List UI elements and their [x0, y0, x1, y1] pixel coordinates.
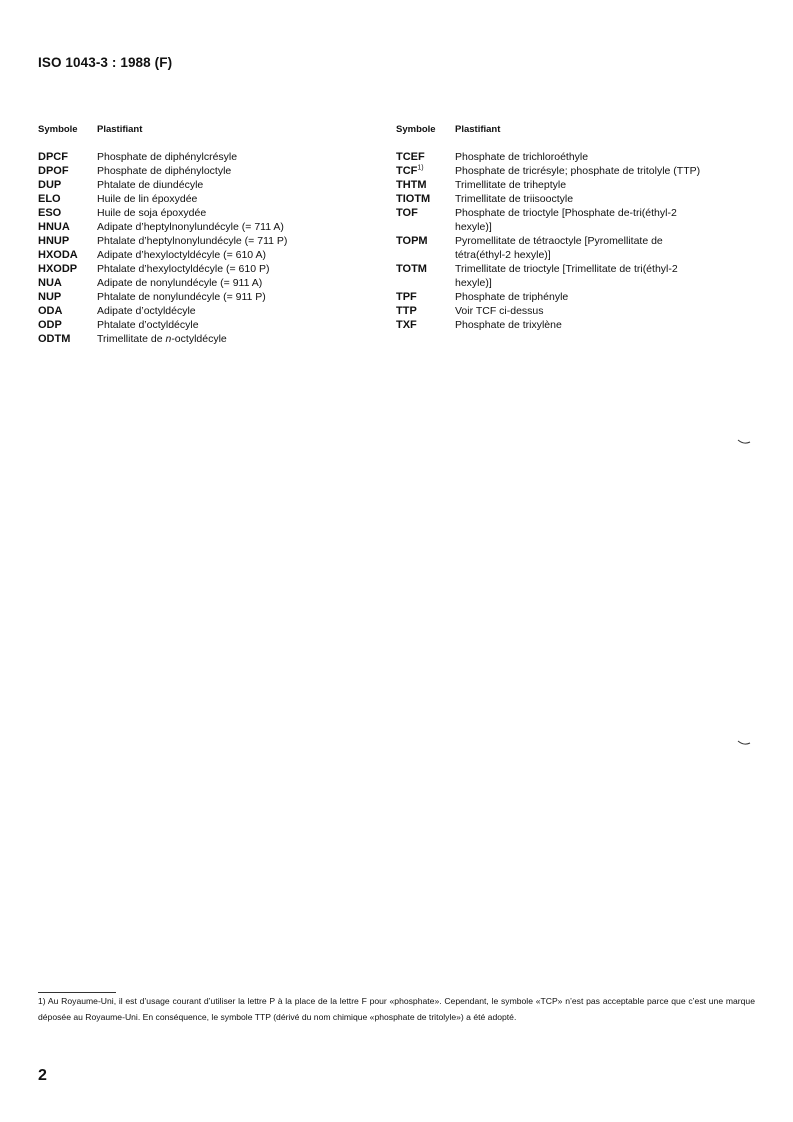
table-row [38, 318, 368, 332]
symbol-code: NUA [38, 277, 62, 289]
table-header [396, 124, 766, 150]
table-row [396, 164, 766, 178]
plasticizer-name: Pyromellitate de tétraoctyle [Pyromellitate de tétra(éthyl-2 hexyle)] [455, 235, 663, 261]
table-row [38, 234, 368, 248]
scan-mark [737, 439, 751, 445]
plasticizer-name: Phtalate d’hexyloctyldécyle (= 610 P) [97, 263, 270, 275]
symbol-code: TXF [396, 319, 417, 331]
plasticizer-name: Adipate d’heptylnonylundécyle (= 711 A) [97, 221, 284, 233]
document-title: ISO 1043-3 : 1988 (F) [38, 55, 173, 70]
table-row [38, 220, 368, 234]
symbol-code: HXODP [38, 263, 78, 275]
plasticizer-name: Phtalate de diundécyle [97, 179, 204, 191]
plasticizer-name: Adipate d’octyldécyle [97, 305, 196, 317]
footnote: 1) Au Royaume-Uni, il est d’usage courant d’utiliser la lettre P à la place de la lettre F pour «phosphate». Cependant, le symbole «TCP» n’est pas acceptable parce que c’est une marque déposée au Royaume-Uni. En conséquence, le symbole TTP (dérivé du nom chimique «phosphate de tritolyle») a été adopté. [38, 996, 755, 1022]
plasticizer-name: Adipate de nonylundécyle (= 911 A) [97, 277, 263, 289]
plasticizer-name: Adipate d’hexyloctyldécyle (= 610 A) [97, 249, 266, 261]
plasticizer-name: Trimellitate de triheptyle [455, 179, 567, 191]
plasticizer-name: Phtalate de nonylundécyle (= 911 P) [97, 291, 266, 303]
symbol-code: THTM [396, 179, 427, 191]
header-symbol: Symbole [396, 124, 436, 135]
plasticizer-name: Huile de soja époxydée [97, 207, 207, 219]
symbol-code: TCEF [396, 151, 425, 163]
header-symbol: Symbole [38, 124, 78, 135]
table-row [38, 290, 368, 304]
symbol-code: TTP [396, 305, 417, 317]
table-row [38, 262, 368, 276]
plasticizer-name: Trimellitate de trioctyle [Trimellitate de tri(éthyl-2 hexyle)] [455, 263, 678, 289]
table-row [396, 206, 766, 234]
symbol-code: ODTM [38, 333, 71, 345]
symbol-code: DPCF [38, 151, 68, 163]
symbol-code: HNUP [38, 235, 70, 247]
table-row [396, 178, 766, 192]
table-row [38, 332, 368, 346]
plasticizer-name: Phtalate d’heptylnonylundécyle (= 711 P) [97, 235, 288, 247]
symbol-code: ODA [38, 305, 63, 317]
table-row [38, 178, 368, 192]
table-row [38, 248, 368, 262]
table-row [38, 164, 368, 178]
table-row [38, 276, 368, 290]
plasticizer-name: Phosphate de trixylène [455, 319, 562, 331]
table-row [396, 150, 766, 164]
page-number: 2 [38, 1067, 47, 1084]
plasticizer-name: Phosphate de diphényloctyle [97, 165, 232, 177]
table-row [396, 304, 766, 318]
table-row [396, 318, 766, 332]
header-plastifiant: Plastifiant [455, 124, 501, 135]
symbol-code: NUP [38, 291, 62, 303]
plasticizer-name: Trimellitate de triisooctyle [455, 193, 574, 205]
table-row [38, 192, 368, 206]
symbol-code: HXODA [38, 249, 78, 261]
table-row [38, 206, 368, 220]
table-row [38, 304, 368, 318]
plasticizer-name: Trimellitate de n-octyldécyle [97, 333, 227, 345]
symbol-code: DPOF [38, 165, 69, 177]
symbol-code: DUP [38, 179, 62, 191]
symbol-table-right [396, 124, 766, 332]
table-body [38, 150, 368, 346]
plasticizer-name: Phosphate de diphénylcrésyle [97, 151, 238, 163]
plasticizer-name: Phosphate de trichloroéthyle [455, 151, 589, 163]
table-row [396, 262, 766, 290]
plasticizer-name: Phtalate d’octyldécyle [97, 319, 199, 331]
table-row [396, 290, 766, 304]
symbol-code: TOPM [396, 235, 428, 247]
symbol-code: TPF [396, 291, 417, 303]
header-plastifiant: Plastifiant [97, 124, 143, 135]
plasticizer-name: Phosphate de trioctyle [Phosphate de-tri(éthyl-2 hexyle)] [455, 207, 677, 233]
plasticizer-name: Voir TCF ci-dessus [455, 305, 544, 317]
symbol-code: TCF$^{1)}$ [396, 164, 424, 177]
table-row [396, 234, 766, 262]
symbol-code: HNUA [38, 221, 70, 233]
table-row [38, 150, 368, 164]
footnote-ref: 1) [417, 164, 424, 172]
table-body [396, 150, 766, 332]
symbol-table-left [38, 124, 368, 346]
symbol-code: ELO [38, 193, 61, 205]
plasticizer-name: Phosphate de triphényle [455, 291, 569, 303]
scan-mark [737, 740, 751, 746]
plasticizer-name: Huile de lin époxydée [97, 193, 198, 205]
symbol-code: TOTM [396, 263, 427, 275]
symbol-code: ODP [38, 319, 62, 331]
symbol-code: ESO [38, 207, 62, 219]
symbol-code: TIOTM [396, 193, 431, 205]
table-row [396, 192, 766, 206]
plasticizer-name: Phosphate de tricrésyle; phosphate de tritolyle (TTP) [455, 165, 701, 177]
symbol-code: TOF [396, 207, 418, 219]
table-header [38, 124, 368, 150]
